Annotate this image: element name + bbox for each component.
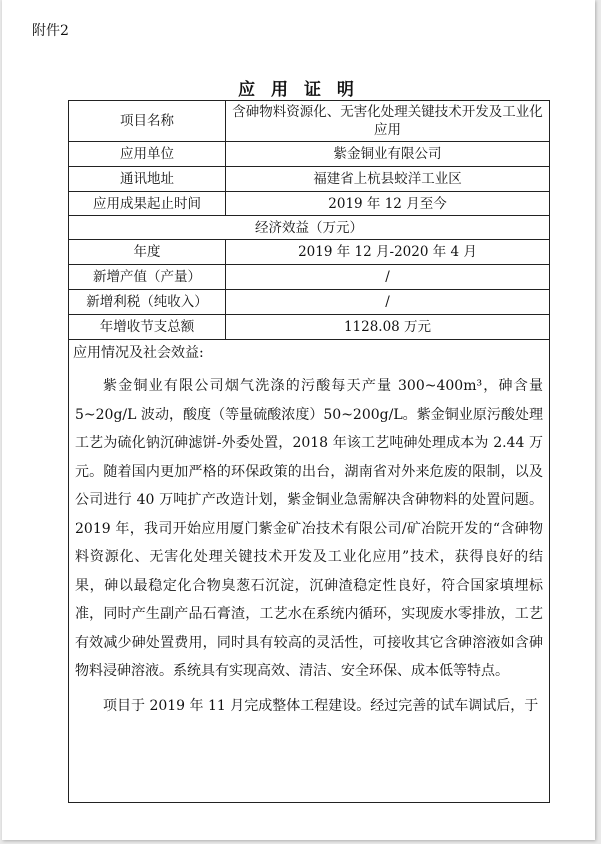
table-row [69, 340, 550, 803]
unit-value: 紫金铜业有限公司 [226, 142, 550, 167]
usage-section [69, 340, 550, 803]
year-label: 年度 [69, 240, 226, 265]
table-row [69, 216, 550, 240]
table-row [69, 240, 550, 265]
usage-paragraph-2: 项目于 2019 年 11 月完成整体工程建设。经过完善的试车调试后，于 [103, 697, 539, 714]
unit-label: 应用单位 [69, 142, 226, 167]
document-page [2, 0, 595, 840]
table-row [69, 101, 550, 142]
profit-label: 新增利税（纯收入） [69, 290, 226, 315]
attachment-label: 附件2 [32, 23, 69, 39]
year-value: 2019 年 12 月-2020 年 4 月 [226, 240, 550, 265]
period-value: 2019 年 12 月至今 [226, 192, 550, 216]
document-title: 应 用 证 明 [238, 80, 359, 100]
table-row [69, 290, 550, 315]
address-value: 福建省上杭县蛟洋工业区 [226, 167, 550, 192]
output-label: 新增产值（产量） [69, 265, 226, 290]
savings-label: 年增收节支总额 [69, 315, 226, 340]
project-name-value: 含砷物料资源化、无害化处理关键技术开发及工业化应用 [226, 101, 550, 142]
table-row [69, 315, 550, 340]
output-value: / [226, 265, 550, 290]
period-label: 应用成果起止时间 [69, 192, 226, 216]
usage-paragraph-1: 紫金铜业有限公司烟气洗涤的污酸每天产量 300~400m³，砷含量 5~20g/L 波动，酸度（等量硫酸浓度）50~200g/L。紫金铜业原污酸处理工艺为硫化钠沉砷滤饼-外委处置，2018 年该工艺吨砷处理成本为 2.44 万元。随着国内更加严格的环保政策的出台，湖南省对外来危废的限制，以及公司进行 40 万吨扩产改造计划，紫金铜业急需解决含砷物料的处置问题。2019 年，我司开始应用厦门紫金矿冶技术有限公司/矿冶院开发的“含砷物料资源化、无害化处理关键技术开发及工业化应用”技术，获得良好的结果，砷以最稳定化合物臭葱石沉淀，沉砷渣稳定性良好，符合国家填埋标准，同时产生副产品石膏渣，工艺水在系统内循环，实现废水零排放，工艺有效减少砷处置费用，同时具有较高的灵活性，可接收其它含砷溶液如含砷物料浸砷溶液。系统具有实现高效、清洁、安全环保、成本低等特点。 [75, 378, 543, 679]
table-row [69, 265, 550, 290]
project-name-label: 项目名称 [69, 101, 226, 142]
usage-heading: 应用情况及社会效益: [73, 345, 204, 361]
table-row [69, 142, 550, 167]
profit-value: / [226, 290, 550, 315]
address-label: 通讯地址 [69, 167, 226, 192]
economic-benefit-header: 经济效益（万元） [69, 216, 550, 240]
certificate-table [68, 100, 550, 803]
table-row [69, 167, 550, 192]
savings-value: 1128.08 万元 [226, 315, 550, 340]
table-row [69, 192, 550, 216]
